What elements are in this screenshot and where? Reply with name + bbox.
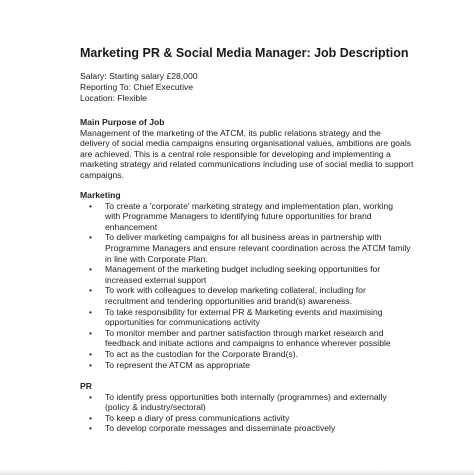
bullet-icon: • <box>89 285 93 296</box>
bullet-icon: • <box>89 327 93 338</box>
bullet-text: To create a 'corporate' marketing strategy and implementation plan, working with Programme Managers to identifying future opportunities for brand enhancement <box>105 200 393 232</box>
list-item <box>80 232 420 264</box>
bullet-text: To develop corporate messages and disseminate proactively <box>105 423 336 434</box>
pr-section <box>80 381 420 434</box>
main-purpose-section <box>80 117 420 181</box>
bullet-icon: • <box>89 412 93 423</box>
list-item <box>80 423 420 434</box>
location-line: Location: Flexible <box>80 93 147 104</box>
marketing-section <box>80 190 420 370</box>
bullet-text: To deliver marketing campaigns for all business areas in partnership with Programme Managers and ensure relevant coordination across the ATCM family in line with Corporate Plan. <box>105 232 411 264</box>
bullet-text: To act as the custodian for the Corporate Brand(s). <box>105 348 298 359</box>
bullet-text: To monitor member and partner satisfaction through market research and feedback and initiate actions and campaigns to enhance wherever possible <box>105 327 391 349</box>
main-purpose-heading: Main Purpose of Job <box>80 117 165 127</box>
reporting-line: Reporting To: Chief Executive <box>80 82 194 93</box>
list-item <box>80 264 420 285</box>
document-title: Marketing PR & Social Media Manager: Job Description <box>80 46 409 60</box>
list-item <box>80 392 420 413</box>
page-bottom-edge <box>0 469 474 475</box>
bullet-icon: • <box>89 348 93 359</box>
list-item <box>80 328 420 349</box>
marketing-bullet-list <box>80 201 420 371</box>
marketing-heading: Marketing <box>80 190 121 200</box>
bullet-text: To represent the ATCM as appropriate <box>105 359 251 370</box>
list-item <box>80 360 420 371</box>
bullet-text: To take responsibility for external PR & Marketing events and maximising opportunities for communications activity <box>105 306 383 328</box>
bullet-icon: • <box>89 264 93 275</box>
bullet-icon: • <box>89 200 93 211</box>
bullet-text: To identify press opportunities both internally (programmes) and externally (policy & industry/sectoral) <box>105 391 387 413</box>
bullet-icon: • <box>89 359 93 370</box>
bullet-icon: • <box>89 232 93 243</box>
bullet-icon: • <box>89 306 93 317</box>
list-item <box>80 349 420 360</box>
bullet-icon: • <box>89 423 93 434</box>
salary-line: Salary: Starting salary £28,000 <box>80 71 198 81</box>
main-purpose-body: Management of the marketing of the ATCM, its public relations strategy and the delivery of social media campaigns ensuring organisational values, ambitions are goals are achieved. This is a central role responsible for developing and implementing a marketing strategy and related communications including use of social media to support campaigns. <box>80 127 414 180</box>
list-item <box>80 307 420 328</box>
bullet-text: To keep a diary of press communications activity <box>105 412 290 423</box>
bullet-icon: • <box>89 391 93 402</box>
bullet-text: Management of the marketing budget including seeking opportunities for increased external support <box>105 264 381 285</box>
job-meta <box>80 71 198 105</box>
bullet-text: To work with colleagues to develop marketing collateral, including for recruitment and tendering opportunities and brand(s) awareness. <box>105 285 366 306</box>
list-item <box>80 285 420 306</box>
pr-heading: PR <box>80 381 92 391</box>
list-item <box>80 413 420 424</box>
pr-bullet-list <box>80 392 420 434</box>
list-item <box>80 201 420 233</box>
